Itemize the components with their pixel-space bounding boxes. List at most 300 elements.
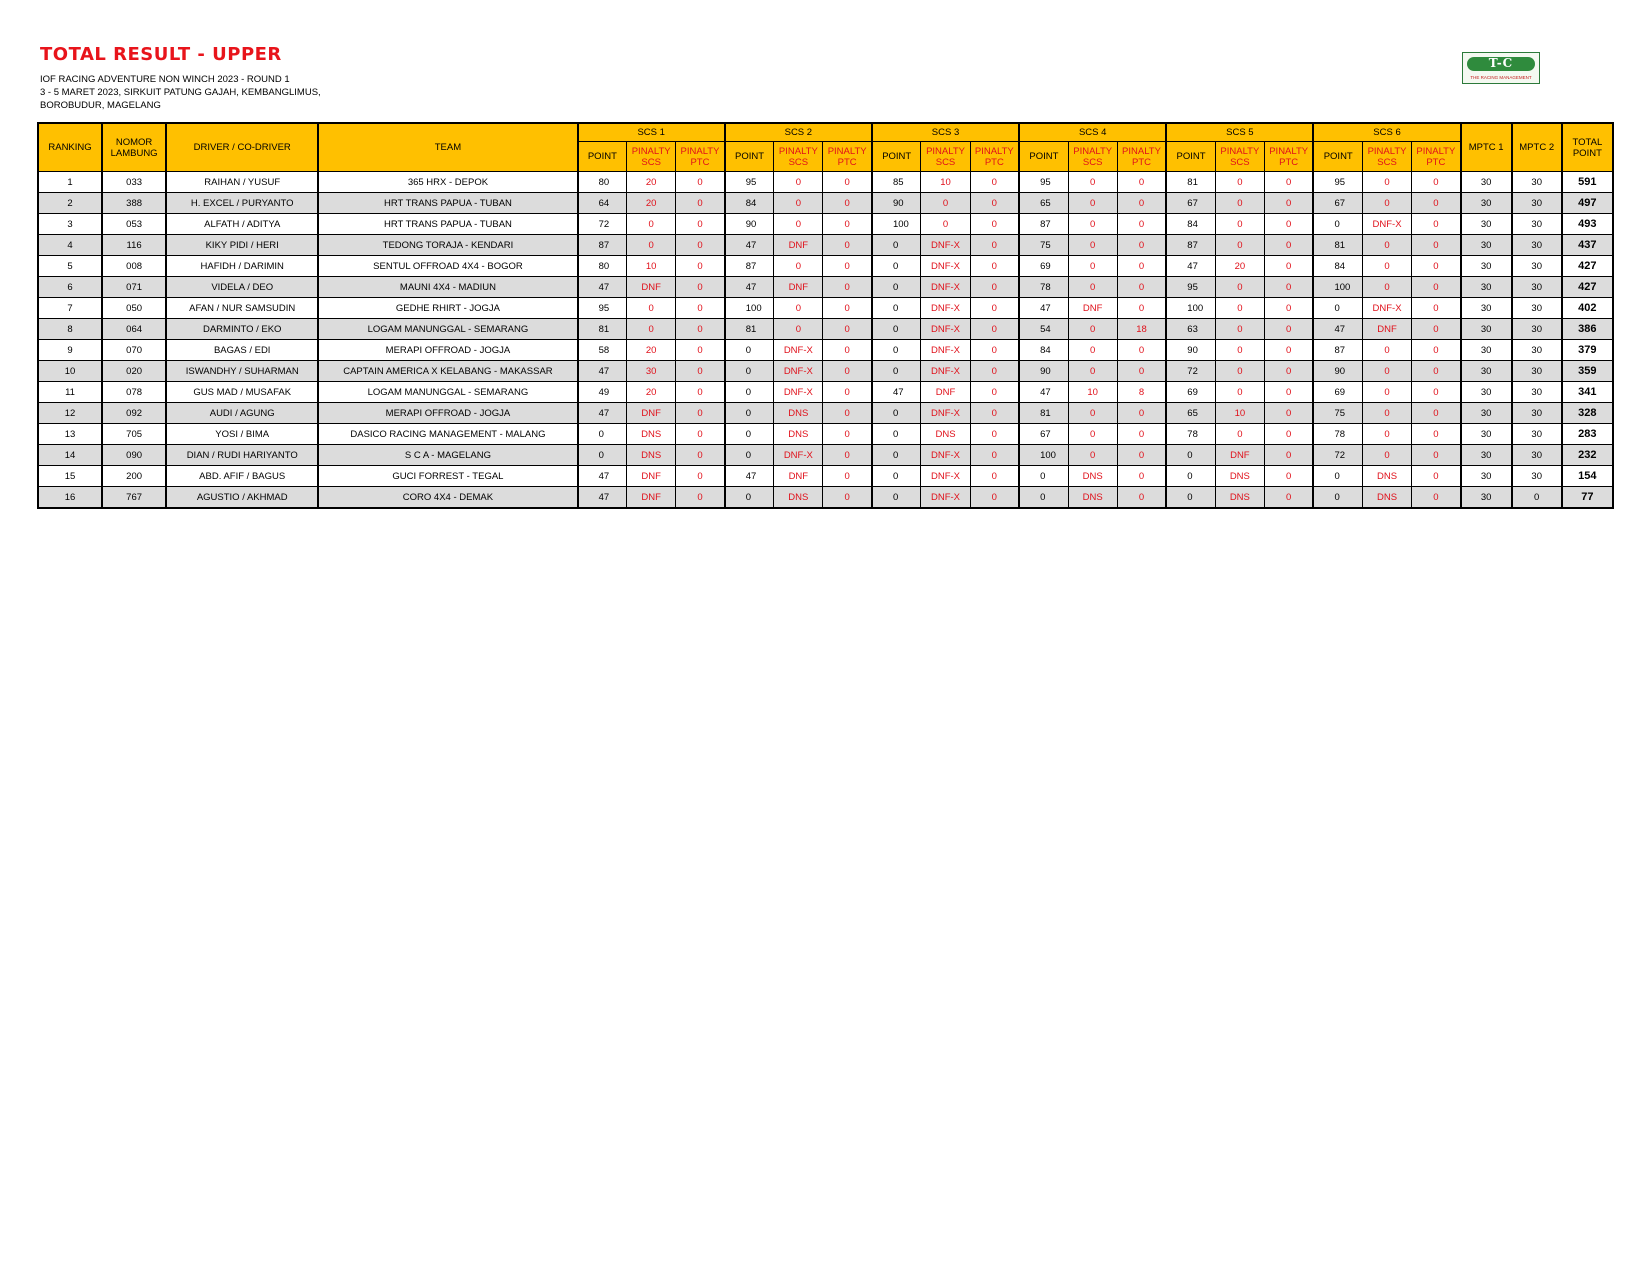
cell-pinalty-ptc: 0 bbox=[970, 193, 1019, 214]
cell-pinalty-scs: 0 bbox=[1215, 277, 1264, 298]
col-header-pinalty-scs: PINALTY SCS bbox=[627, 142, 676, 172]
cell-point: 84 bbox=[725, 193, 774, 214]
cell-pinalty-ptc: 0 bbox=[676, 424, 725, 445]
cell-team: MERAPI OFFROAD - JOGJA bbox=[318, 403, 577, 424]
cell-point: 0 bbox=[872, 298, 921, 319]
cell-team: MAUNI 4X4 - MADIUN bbox=[318, 277, 577, 298]
cell-point: 78 bbox=[1313, 424, 1362, 445]
cell-pinalty-ptc: 0 bbox=[1264, 193, 1313, 214]
cell-pinalty-scs: 0 bbox=[774, 256, 823, 277]
cell-pinalty-scs: 10 bbox=[1068, 382, 1117, 403]
cell-point: 58 bbox=[578, 340, 627, 361]
cell-pinalty-ptc: 0 bbox=[676, 403, 725, 424]
cell-nomor-lambung: 116 bbox=[102, 235, 166, 256]
cell-pinalty-ptc: 0 bbox=[970, 361, 1019, 382]
cell-pinalty-scs: 20 bbox=[1215, 256, 1264, 277]
cell-pinalty-scs: 0 bbox=[1068, 340, 1117, 361]
cell-point: 95 bbox=[725, 172, 774, 193]
cell-point: 67 bbox=[1313, 193, 1362, 214]
cell-pinalty-scs: 0 bbox=[1215, 340, 1264, 361]
cell-point: 95 bbox=[578, 298, 627, 319]
cell-pinalty-ptc: 0 bbox=[970, 487, 1019, 509]
cell-pinalty-ptc: 0 bbox=[1264, 403, 1313, 424]
cell-pinalty-ptc: 0 bbox=[1412, 277, 1461, 298]
cell-nomor-lambung: 020 bbox=[102, 361, 166, 382]
cell-mptc-1: 30 bbox=[1461, 340, 1512, 361]
table-row bbox=[38, 361, 1613, 382]
cell-pinalty-scs: 0 bbox=[774, 298, 823, 319]
cell-total-point: 386 bbox=[1562, 319, 1613, 340]
cell-pinalty-ptc: 0 bbox=[676, 487, 725, 509]
cell-pinalty-ptc: 0 bbox=[970, 403, 1019, 424]
cell-pinalty-ptc: 0 bbox=[1264, 319, 1313, 340]
cell-pinalty-scs: 30 bbox=[627, 361, 676, 382]
cell-pinalty-ptc: 0 bbox=[676, 466, 725, 487]
cell-total-point: 328 bbox=[1562, 403, 1613, 424]
cell-total-point: 427 bbox=[1562, 277, 1613, 298]
cell-point: 90 bbox=[1166, 340, 1215, 361]
cell-pinalty-ptc: 0 bbox=[823, 445, 872, 466]
cell-pinalty-scs: DNF-X bbox=[921, 466, 970, 487]
cell-pinalty-scs: DNF bbox=[921, 382, 970, 403]
cell-mptc-2: 30 bbox=[1512, 424, 1562, 445]
cell-pinalty-ptc: 0 bbox=[1117, 361, 1166, 382]
cell-driver: KIKY PIDI / HERI bbox=[166, 235, 318, 256]
cell-total-point: 402 bbox=[1562, 298, 1613, 319]
cell-mptc-1: 30 bbox=[1461, 277, 1512, 298]
page-title: TOTAL RESULT - UPPER bbox=[40, 44, 282, 65]
table-row bbox=[38, 298, 1613, 319]
cell-pinalty-scs: DNF-X bbox=[921, 256, 970, 277]
cell-nomor-lambung: 078 bbox=[102, 382, 166, 403]
cell-ranking: 4 bbox=[38, 235, 102, 256]
cell-pinalty-ptc: 0 bbox=[823, 172, 872, 193]
cell-point: 90 bbox=[725, 214, 774, 235]
cell-nomor-lambung: 388 bbox=[102, 193, 166, 214]
cell-mptc-1: 30 bbox=[1461, 298, 1512, 319]
cell-point: 47 bbox=[578, 277, 627, 298]
cell-mptc-2: 30 bbox=[1512, 466, 1562, 487]
cell-mptc-1: 30 bbox=[1461, 172, 1512, 193]
cell-mptc-1: 30 bbox=[1461, 466, 1512, 487]
col-header-driver: DRIVER / CO-DRIVER bbox=[166, 123, 318, 172]
cell-nomor-lambung: 064 bbox=[102, 319, 166, 340]
cell-ranking: 16 bbox=[38, 487, 102, 509]
cell-pinalty-ptc: 0 bbox=[823, 340, 872, 361]
cell-pinalty-ptc: 0 bbox=[1117, 172, 1166, 193]
cell-pinalty-scs: 0 bbox=[1363, 277, 1412, 298]
cell-point: 87 bbox=[1019, 214, 1068, 235]
cell-point: 100 bbox=[872, 214, 921, 235]
cell-driver: BAGAS / EDI bbox=[166, 340, 318, 361]
cell-mptc-1: 30 bbox=[1461, 319, 1512, 340]
cell-point: 47 bbox=[1019, 382, 1068, 403]
cell-pinalty-scs: DNS bbox=[774, 403, 823, 424]
cell-driver: RAIHAN / YUSUF bbox=[166, 172, 318, 193]
cell-mptc-2: 30 bbox=[1512, 214, 1562, 235]
cell-pinalty-ptc: 0 bbox=[1412, 256, 1461, 277]
cell-pinalty-scs: 0 bbox=[1215, 319, 1264, 340]
cell-pinalty-ptc: 0 bbox=[970, 340, 1019, 361]
cell-pinalty-scs: 0 bbox=[1215, 361, 1264, 382]
cell-point: 72 bbox=[1313, 445, 1362, 466]
cell-point: 0 bbox=[725, 340, 774, 361]
cell-point: 78 bbox=[1166, 424, 1215, 445]
cell-pinalty-scs: 0 bbox=[1363, 445, 1412, 466]
cell-pinalty-scs: DNF-X bbox=[1363, 298, 1412, 319]
cell-pinalty-ptc: 0 bbox=[1264, 487, 1313, 509]
cell-team: GUCI FORREST - TEGAL bbox=[318, 466, 577, 487]
cell-point: 65 bbox=[1019, 193, 1068, 214]
cell-point: 87 bbox=[578, 235, 627, 256]
cell-team: 365 HRX - DEPOK bbox=[318, 172, 577, 193]
cell-mptc-2: 30 bbox=[1512, 403, 1562, 424]
cell-team: GEDHE RHIRT - JOGJA bbox=[318, 298, 577, 319]
col-header-pinalty-scs: PINALTY SCS bbox=[1363, 142, 1412, 172]
cell-point: 85 bbox=[872, 172, 921, 193]
cell-point: 0 bbox=[1166, 466, 1215, 487]
cell-pinalty-scs: 0 bbox=[1215, 172, 1264, 193]
cell-mptc-2: 30 bbox=[1512, 172, 1562, 193]
cell-pinalty-ptc: 0 bbox=[1412, 172, 1461, 193]
logo-tagline: THE RACING MANAGEMENT bbox=[1470, 75, 1532, 80]
event-name: IOF RACING ADVENTURE NON WINCH 2023 - ROUND 1 bbox=[40, 74, 290, 85]
cell-point: 47 bbox=[578, 487, 627, 509]
cell-driver: H. EXCEL / PURYANTO bbox=[166, 193, 318, 214]
cell-pinalty-scs: DNF bbox=[1363, 319, 1412, 340]
cell-pinalty-ptc: 0 bbox=[823, 256, 872, 277]
col-header-pinalty-ptc: PINALTY PTC bbox=[1117, 142, 1166, 172]
cell-mptc-1: 30 bbox=[1461, 193, 1512, 214]
col-header-pinalty-ptc: PINALTY PTC bbox=[823, 142, 872, 172]
cell-total-point: 232 bbox=[1562, 445, 1613, 466]
cell-pinalty-ptc: 0 bbox=[1412, 235, 1461, 256]
col-header-point: POINT bbox=[1019, 142, 1068, 172]
cell-pinalty-ptc: 0 bbox=[676, 235, 725, 256]
col-header-scs-2: SCS 2 bbox=[725, 123, 872, 142]
cell-pinalty-scs: 0 bbox=[627, 214, 676, 235]
table-row bbox=[38, 193, 1613, 214]
cell-point: 0 bbox=[725, 382, 774, 403]
cell-pinalty-ptc: 0 bbox=[1264, 445, 1313, 466]
cell-nomor-lambung: 033 bbox=[102, 172, 166, 193]
table-row bbox=[38, 277, 1613, 298]
cell-team: HRT TRANS PAPUA - TUBAN bbox=[318, 214, 577, 235]
cell-pinalty-scs: 0 bbox=[1068, 277, 1117, 298]
col-header-pinalty-ptc: PINALTY PTC bbox=[1412, 142, 1461, 172]
cell-point: 81 bbox=[1166, 172, 1215, 193]
cell-mptc-2: 30 bbox=[1512, 235, 1562, 256]
cell-driver: YOSI / BIMA bbox=[166, 424, 318, 445]
cell-pinalty-ptc: 0 bbox=[1412, 340, 1461, 361]
cell-total-point: 591 bbox=[1562, 172, 1613, 193]
cell-pinalty-ptc: 0 bbox=[1264, 361, 1313, 382]
cell-pinalty-scs: DNF-X bbox=[921, 403, 970, 424]
col-header-pinalty-ptc: PINALTY PTC bbox=[970, 142, 1019, 172]
cell-pinalty-scs: 0 bbox=[921, 193, 970, 214]
cell-point: 84 bbox=[1166, 214, 1215, 235]
table-row bbox=[38, 214, 1613, 235]
cell-pinalty-ptc: 8 bbox=[1117, 382, 1166, 403]
cell-team: SENTUL OFFROAD 4X4 - BOGOR bbox=[318, 256, 577, 277]
cell-pinalty-ptc: 0 bbox=[970, 466, 1019, 487]
cell-point: 87 bbox=[1166, 235, 1215, 256]
cell-total-point: 493 bbox=[1562, 214, 1613, 235]
cell-pinalty-ptc: 0 bbox=[1412, 487, 1461, 509]
cell-driver: ABD. AFIF / BAGUS bbox=[166, 466, 318, 487]
cell-pinalty-scs: DNF-X bbox=[921, 487, 970, 509]
cell-point: 0 bbox=[872, 277, 921, 298]
cell-pinalty-ptc: 0 bbox=[970, 424, 1019, 445]
cell-pinalty-scs: DNF bbox=[774, 277, 823, 298]
cell-mptc-2: 30 bbox=[1512, 340, 1562, 361]
cell-point: 0 bbox=[872, 403, 921, 424]
cell-pinalty-ptc: 0 bbox=[970, 277, 1019, 298]
cell-point: 81 bbox=[578, 319, 627, 340]
cell-pinalty-ptc: 0 bbox=[676, 277, 725, 298]
col-header-pinalty-scs: PINALTY SCS bbox=[1215, 142, 1264, 172]
results-table bbox=[37, 122, 1614, 509]
cell-team: S C A - MAGELANG bbox=[318, 445, 577, 466]
cell-point: 0 bbox=[872, 424, 921, 445]
cell-pinalty-ptc: 0 bbox=[676, 382, 725, 403]
cell-pinalty-scs: 0 bbox=[1215, 235, 1264, 256]
col-header-point: POINT bbox=[1313, 142, 1362, 172]
cell-pinalty-scs: 0 bbox=[1215, 424, 1264, 445]
cell-point: 0 bbox=[872, 256, 921, 277]
cell-point: 80 bbox=[578, 256, 627, 277]
table-row bbox=[38, 382, 1613, 403]
cell-pinalty-ptc: 0 bbox=[823, 214, 872, 235]
cell-point: 0 bbox=[1313, 298, 1362, 319]
cell-pinalty-scs: 0 bbox=[1363, 403, 1412, 424]
cell-mptc-1: 30 bbox=[1461, 256, 1512, 277]
cell-point: 0 bbox=[872, 340, 921, 361]
cell-point: 0 bbox=[578, 424, 627, 445]
cell-point: 47 bbox=[872, 382, 921, 403]
cell-point: 63 bbox=[1166, 319, 1215, 340]
cell-total-point: 154 bbox=[1562, 466, 1613, 487]
cell-pinalty-ptc: 0 bbox=[1264, 382, 1313, 403]
col-header-mptc-2: MPTC 2 bbox=[1512, 123, 1562, 172]
cell-point: 47 bbox=[1313, 319, 1362, 340]
cell-pinalty-ptc: 0 bbox=[1117, 424, 1166, 445]
cell-pinalty-scs: DNF-X bbox=[774, 382, 823, 403]
cell-pinalty-scs: 0 bbox=[1068, 256, 1117, 277]
cell-pinalty-scs: 0 bbox=[627, 298, 676, 319]
cell-pinalty-scs: 0 bbox=[774, 214, 823, 235]
cell-pinalty-ptc: 0 bbox=[970, 382, 1019, 403]
cell-pinalty-ptc: 0 bbox=[1264, 256, 1313, 277]
cell-mptc-2: 30 bbox=[1512, 361, 1562, 382]
cell-driver: DARMINTO / EKO bbox=[166, 319, 318, 340]
cell-pinalty-scs: 20 bbox=[627, 193, 676, 214]
col-header-pinalty-scs: PINALTY SCS bbox=[1068, 142, 1117, 172]
cell-pinalty-ptc: 0 bbox=[1117, 298, 1166, 319]
cell-pinalty-ptc: 0 bbox=[1117, 193, 1166, 214]
table-row bbox=[38, 340, 1613, 361]
cell-pinalty-scs: DNF-X bbox=[921, 298, 970, 319]
col-header-total-point: TOTAL POINT bbox=[1562, 123, 1613, 172]
cell-driver: DIAN / RUDI HARIYANTO bbox=[166, 445, 318, 466]
cell-point: 47 bbox=[1166, 256, 1215, 277]
cell-point: 47 bbox=[725, 235, 774, 256]
cell-nomor-lambung: 008 bbox=[102, 256, 166, 277]
cell-nomor-lambung: 090 bbox=[102, 445, 166, 466]
cell-pinalty-scs: 0 bbox=[1363, 193, 1412, 214]
cell-mptc-1: 30 bbox=[1461, 445, 1512, 466]
cell-pinalty-ptc: 0 bbox=[823, 193, 872, 214]
cell-point: 64 bbox=[578, 193, 627, 214]
cell-point: 95 bbox=[1019, 172, 1068, 193]
cell-pinalty-scs: 0 bbox=[1363, 256, 1412, 277]
cell-pinalty-scs: DNF-X bbox=[1363, 214, 1412, 235]
cell-pinalty-ptc: 0 bbox=[1412, 403, 1461, 424]
cell-pinalty-ptc: 0 bbox=[823, 319, 872, 340]
cell-point: 87 bbox=[725, 256, 774, 277]
cell-pinalty-scs: 10 bbox=[921, 172, 970, 193]
cell-point: 47 bbox=[725, 277, 774, 298]
cell-ranking: 5 bbox=[38, 256, 102, 277]
cell-point: 47 bbox=[578, 403, 627, 424]
cell-mptc-1: 30 bbox=[1461, 361, 1512, 382]
cell-point: 69 bbox=[1166, 382, 1215, 403]
col-header-scs-1: SCS 1 bbox=[578, 123, 725, 142]
cell-team: CORO 4X4 - DEMAK bbox=[318, 487, 577, 509]
cell-mptc-1: 30 bbox=[1461, 403, 1512, 424]
cell-pinalty-scs: 0 bbox=[1068, 193, 1117, 214]
cell-pinalty-scs: DNF-X bbox=[921, 319, 970, 340]
cell-pinalty-scs: 0 bbox=[1363, 424, 1412, 445]
cell-ranking: 6 bbox=[38, 277, 102, 298]
table-row bbox=[38, 172, 1613, 193]
col-header-point: POINT bbox=[1166, 142, 1215, 172]
cell-pinalty-ptc: 0 bbox=[1412, 424, 1461, 445]
cell-pinalty-scs: DNF bbox=[627, 466, 676, 487]
cell-point: 84 bbox=[1019, 340, 1068, 361]
cell-ranking: 14 bbox=[38, 445, 102, 466]
cell-point: 47 bbox=[725, 466, 774, 487]
cell-pinalty-ptc: 0 bbox=[970, 319, 1019, 340]
cell-driver: HAFIDH / DARIMIN bbox=[166, 256, 318, 277]
cell-pinalty-ptc: 0 bbox=[1412, 361, 1461, 382]
cell-pinalty-scs: 0 bbox=[1215, 193, 1264, 214]
cell-pinalty-scs: DNS bbox=[774, 487, 823, 509]
cell-pinalty-scs: DNS bbox=[1363, 466, 1412, 487]
cell-ranking: 1 bbox=[38, 172, 102, 193]
cell-pinalty-ptc: 0 bbox=[970, 256, 1019, 277]
col-header-point: POINT bbox=[578, 142, 627, 172]
table-row bbox=[38, 403, 1613, 424]
cell-mptc-1: 30 bbox=[1461, 424, 1512, 445]
cell-pinalty-scs: 10 bbox=[1215, 403, 1264, 424]
cell-nomor-lambung: 705 bbox=[102, 424, 166, 445]
logo-mark: T-C bbox=[1488, 56, 1514, 70]
cell-pinalty-ptc: 0 bbox=[823, 382, 872, 403]
event-location: BOROBUDUR, MAGELANG bbox=[40, 100, 161, 111]
cell-point: 47 bbox=[578, 361, 627, 382]
cell-pinalty-scs: 0 bbox=[1068, 445, 1117, 466]
cell-pinalty-scs: 0 bbox=[1068, 214, 1117, 235]
col-header-ranking: RANKING bbox=[38, 123, 102, 172]
cell-driver: AFAN / NUR SAMSUDIN bbox=[166, 298, 318, 319]
cell-pinalty-scs: DNF-X bbox=[774, 340, 823, 361]
cell-pinalty-ptc: 0 bbox=[823, 403, 872, 424]
cell-pinalty-scs: DNF bbox=[1215, 445, 1264, 466]
event-date-venue: 3 - 5 MARET 2023, SIRKUIT PATUNG GAJAH, KEMBANGLIMUS, bbox=[40, 87, 321, 98]
cell-pinalty-ptc: 0 bbox=[1117, 445, 1166, 466]
cell-ranking: 12 bbox=[38, 403, 102, 424]
cell-pinalty-ptc: 0 bbox=[970, 172, 1019, 193]
cell-pinalty-ptc: 0 bbox=[1264, 424, 1313, 445]
cell-pinalty-scs: 0 bbox=[627, 319, 676, 340]
cell-pinalty-scs: DNS bbox=[921, 424, 970, 445]
cell-total-point: 359 bbox=[1562, 361, 1613, 382]
cell-pinalty-ptc: 0 bbox=[1264, 235, 1313, 256]
cell-pinalty-scs: 10 bbox=[627, 256, 676, 277]
cell-driver: ISWANDHY / SUHARMAN bbox=[166, 361, 318, 382]
table-row bbox=[38, 466, 1613, 487]
cell-point: 54 bbox=[1019, 319, 1068, 340]
cell-total-point: 77 bbox=[1562, 487, 1613, 509]
cell-ranking: 11 bbox=[38, 382, 102, 403]
cell-mptc-2: 30 bbox=[1512, 298, 1562, 319]
cell-driver: ALFATH / ADITYA bbox=[166, 214, 318, 235]
cell-pinalty-ptc: 0 bbox=[970, 235, 1019, 256]
cell-total-point: 379 bbox=[1562, 340, 1613, 361]
cell-point: 0 bbox=[872, 445, 921, 466]
cell-pinalty-scs: 0 bbox=[1363, 340, 1412, 361]
cell-pinalty-ptc: 0 bbox=[676, 361, 725, 382]
cell-nomor-lambung: 767 bbox=[102, 487, 166, 509]
cell-pinalty-ptc: 0 bbox=[1117, 277, 1166, 298]
cell-driver: AUDI / AGUNG bbox=[166, 403, 318, 424]
cell-pinalty-scs: 0 bbox=[1068, 172, 1117, 193]
col-header-team: TEAM bbox=[318, 123, 577, 172]
cell-pinalty-ptc: 0 bbox=[823, 487, 872, 509]
col-header-point: POINT bbox=[725, 142, 774, 172]
cell-pinalty-ptc: 0 bbox=[1264, 172, 1313, 193]
col-header-nomor-lambung: NOMOR LAMBUNG bbox=[102, 123, 166, 172]
cell-mptc-2: 30 bbox=[1512, 193, 1562, 214]
table-row bbox=[38, 424, 1613, 445]
cell-point: 78 bbox=[1019, 277, 1068, 298]
cell-point: 47 bbox=[1019, 298, 1068, 319]
cell-point: 84 bbox=[1313, 256, 1362, 277]
cell-point: 75 bbox=[1019, 235, 1068, 256]
col-header-scs-6: SCS 6 bbox=[1313, 123, 1460, 142]
cell-pinalty-scs: DNF-X bbox=[774, 445, 823, 466]
cell-pinalty-scs: 0 bbox=[1068, 361, 1117, 382]
cell-point: 67 bbox=[1019, 424, 1068, 445]
cell-pinalty-ptc: 0 bbox=[1412, 193, 1461, 214]
cell-point: 0 bbox=[1019, 466, 1068, 487]
cell-pinalty-scs: DNS bbox=[627, 424, 676, 445]
cell-pinalty-ptc: 0 bbox=[676, 298, 725, 319]
cell-team: HRT TRANS PAPUA - TUBAN bbox=[318, 193, 577, 214]
col-header-pinalty-scs: PINALTY SCS bbox=[774, 142, 823, 172]
cell-pinalty-ptc: 0 bbox=[823, 466, 872, 487]
cell-pinalty-ptc: 0 bbox=[970, 214, 1019, 235]
cell-point: 81 bbox=[1019, 403, 1068, 424]
cell-pinalty-ptc: 18 bbox=[1117, 319, 1166, 340]
cell-pinalty-ptc: 0 bbox=[1412, 382, 1461, 403]
cell-pinalty-scs: 0 bbox=[1068, 235, 1117, 256]
table-row bbox=[38, 319, 1613, 340]
cell-point: 0 bbox=[1313, 487, 1362, 509]
cell-pinalty-scs: DNF-X bbox=[921, 361, 970, 382]
cell-mptc-2: 30 bbox=[1512, 445, 1562, 466]
